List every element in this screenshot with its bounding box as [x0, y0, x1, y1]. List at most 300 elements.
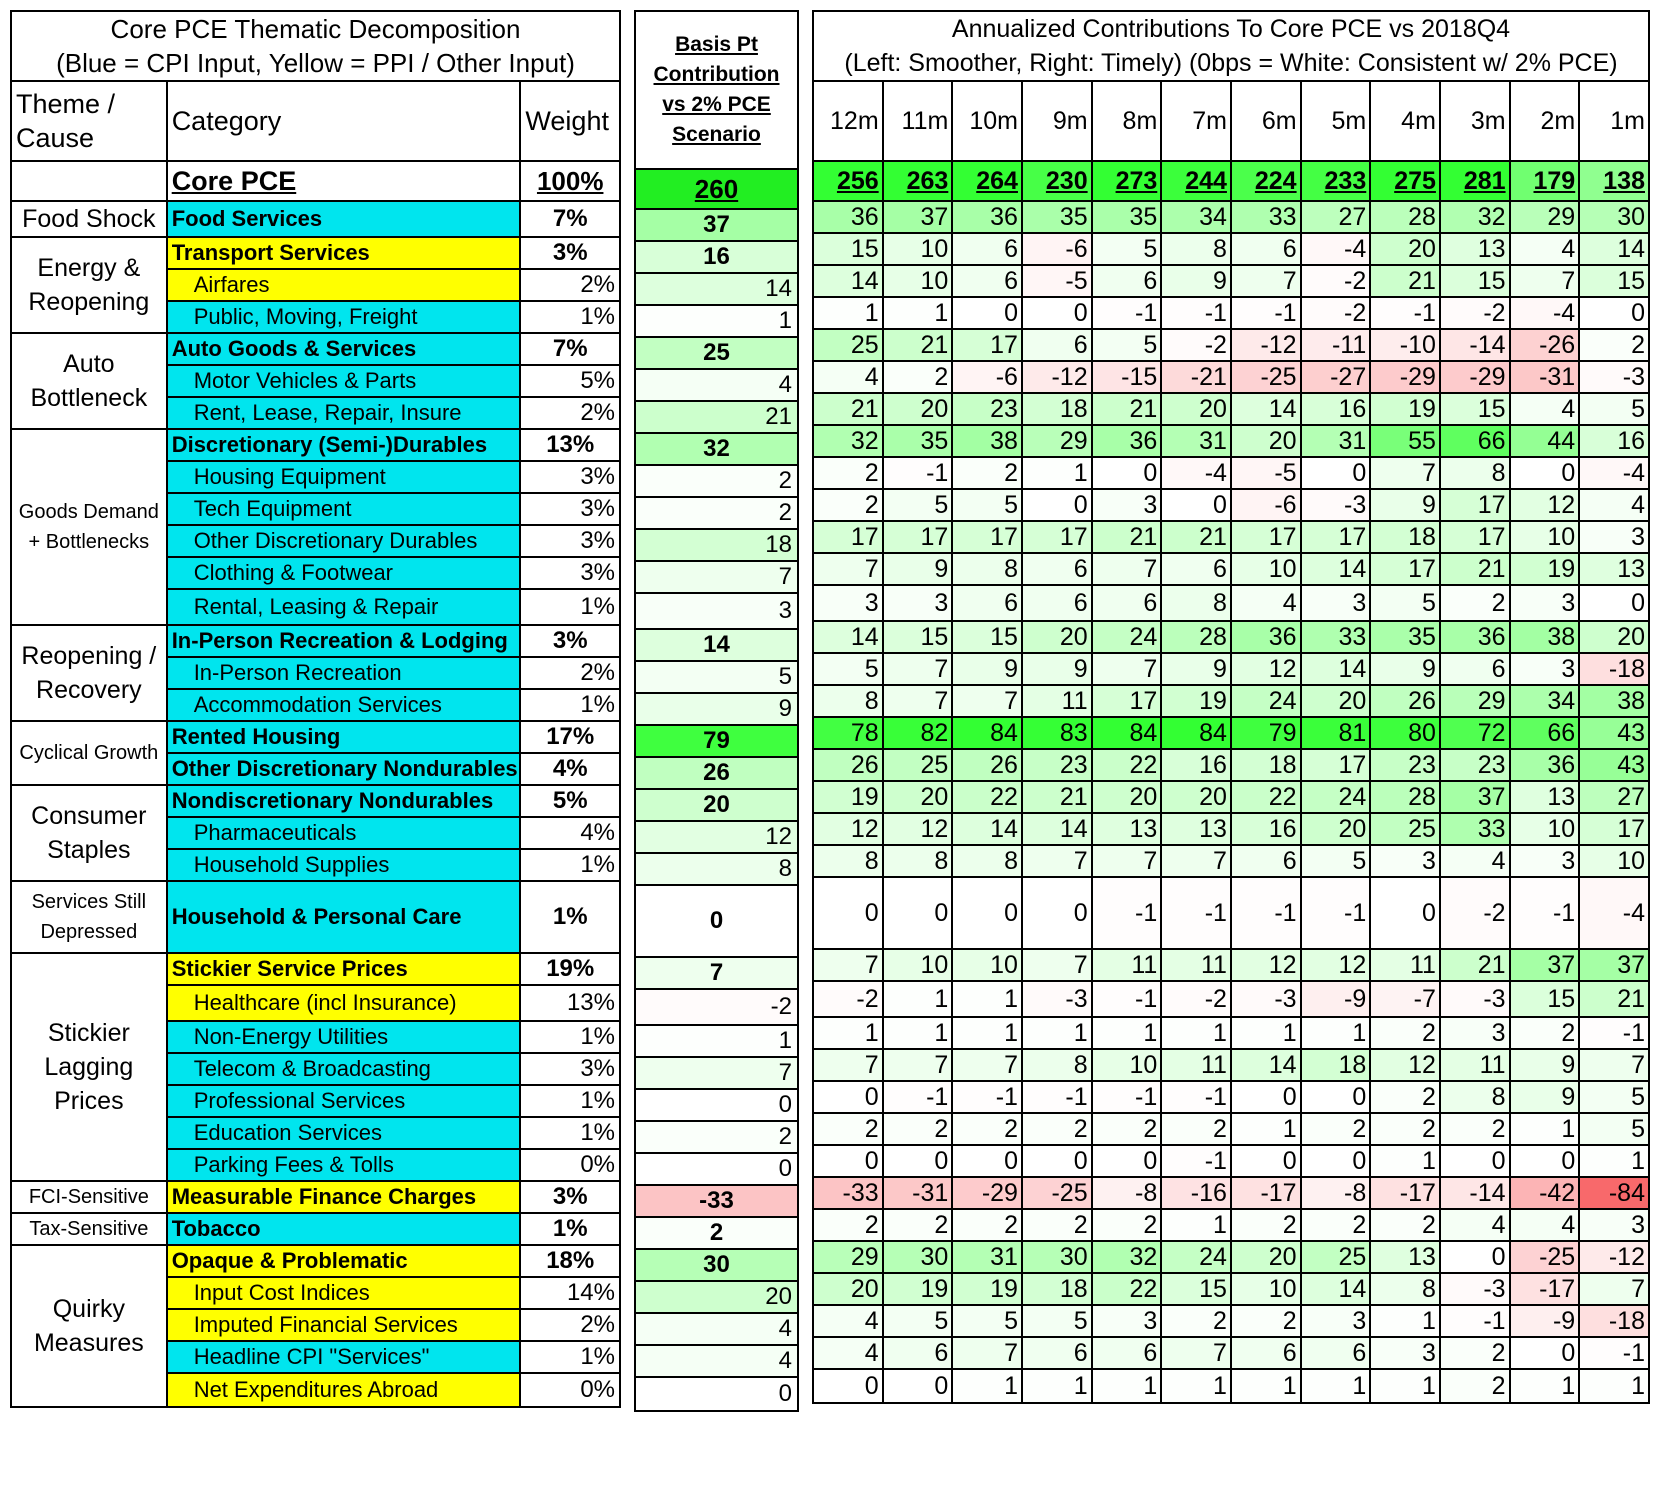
basis-point-value: 20	[635, 1281, 798, 1313]
contribution-cell: 8	[1370, 1273, 1440, 1305]
basis-point-row	[635, 1089, 798, 1121]
period-header: 8m	[1092, 81, 1162, 161]
contribution-cell: -10	[1370, 329, 1440, 361]
contribution-cell: 15	[1579, 265, 1649, 297]
contribution-cell: 1	[1301, 1369, 1371, 1403]
contribution-cell: 3	[1510, 585, 1580, 621]
contribution-cell: -6	[952, 361, 1022, 393]
contribution-cell: 263	[883, 161, 953, 201]
contribution-cell: 5	[952, 489, 1022, 521]
contribution-cell: 5	[1370, 585, 1440, 621]
contribution-cell: 1	[883, 1017, 953, 1049]
contribution-cell: 22	[1231, 781, 1301, 813]
contribution-cell: 2	[1579, 329, 1649, 361]
contribution-cell: 2	[1231, 1209, 1301, 1241]
contribution-cell: 1	[1510, 1113, 1580, 1145]
contribution-cell: 2	[1370, 1081, 1440, 1113]
contribution-cell: 26	[952, 749, 1022, 781]
contribution-cell: 1	[1370, 1145, 1440, 1177]
contribution-cell: 0	[1370, 877, 1440, 949]
contribution-cell: 0	[1022, 297, 1092, 329]
contribution-cell: -2	[1161, 329, 1231, 361]
weight-value: 7%	[520, 201, 620, 237]
contribution-cell: 6	[1231, 1337, 1301, 1369]
contribution-cell: 5	[813, 653, 883, 685]
contribution-row	[813, 161, 1649, 201]
contribution-cell: 138	[1579, 161, 1649, 201]
contribution-cell: 23	[1022, 749, 1092, 781]
contribution-cell: -12	[1231, 329, 1301, 361]
basis-point-row	[635, 957, 798, 989]
contribution-cell: 23	[1440, 749, 1510, 781]
contribution-cell: 38	[1579, 685, 1649, 717]
contribution-cell: 80	[1370, 717, 1440, 749]
contribution-cell: 11	[1022, 685, 1092, 717]
contribution-cell: 6	[1161, 553, 1231, 585]
category-label: Nondiscretionary Nondurables	[167, 785, 521, 817]
category-row	[11, 881, 620, 953]
contribution-cell: 0	[883, 1145, 953, 1177]
contribution-row	[813, 425, 1649, 457]
contribution-cell: 6	[952, 265, 1022, 297]
contribution-cell: 28	[1161, 621, 1231, 653]
contribution-cell: -6	[1231, 489, 1301, 521]
contribution-cell: 27	[1301, 201, 1371, 233]
contribution-cell: 2	[813, 457, 883, 489]
contribution-cell: 36	[952, 201, 1022, 233]
contribution-cell: 14	[1301, 1273, 1371, 1305]
contribution-cell: 21	[1092, 393, 1162, 425]
basis-point-value: 21	[635, 401, 798, 433]
weight-value: 3%	[520, 1053, 620, 1085]
contribution-cell: 2	[1092, 1113, 1162, 1145]
contribution-cell: 2	[1510, 1017, 1580, 1049]
period-header: 3m	[1440, 81, 1510, 161]
basis-point-value: 4	[635, 1345, 798, 1377]
contribution-cell: -4	[1579, 877, 1649, 949]
contribution-cell: 2	[813, 489, 883, 521]
theme-label: Reopening / Recovery	[11, 625, 167, 721]
contribution-row	[813, 361, 1649, 393]
contribution-cell: 3	[1370, 1337, 1440, 1369]
basis-point-row	[635, 369, 798, 401]
contribution-cell: 2	[952, 457, 1022, 489]
contribution-cell: 13	[1161, 813, 1231, 845]
contribution-cell: -1	[1161, 297, 1231, 329]
contribution-cell: 20	[1370, 233, 1440, 265]
basis-point-panel	[634, 10, 799, 1412]
contribution-cell: 21	[1579, 981, 1649, 1017]
category-row	[11, 1245, 620, 1277]
basis-point-row	[635, 629, 798, 661]
basis-point-row	[635, 821, 798, 853]
contribution-cell: 26	[813, 749, 883, 781]
contribution-cell: 7	[1370, 457, 1440, 489]
contribution-cell: 281	[1440, 161, 1510, 201]
contribution-cell: 7	[1161, 845, 1231, 877]
contribution-cell: 2	[1440, 585, 1510, 621]
contribution-cell: 1	[1161, 1017, 1231, 1049]
contribution-cell: 7	[883, 653, 953, 685]
contribution-cell: 2	[1301, 1209, 1371, 1241]
weight-value: 1%	[520, 1341, 620, 1373]
contribution-cell: 17	[883, 521, 953, 553]
contribution-cell: 6	[1022, 553, 1092, 585]
weight-value: 14%	[520, 1277, 620, 1309]
theme-label: FCI-Sensitive	[11, 1181, 167, 1213]
contribution-row	[813, 981, 1649, 1017]
contribution-cell: 17	[1231, 521, 1301, 553]
contribution-cell: 17	[813, 521, 883, 553]
contribution-cell: 233	[1301, 161, 1371, 201]
basis-point-value: 26	[635, 757, 798, 789]
category-row	[11, 625, 620, 657]
category-label: Other Discretionary Nondurables	[167, 753, 521, 785]
contribution-cell: 8	[1161, 233, 1231, 265]
contribution-cell: 1	[813, 297, 883, 329]
contribution-cell: 0	[1092, 457, 1162, 489]
contribution-cell: 2	[1440, 1337, 1510, 1369]
contribution-cell: 8	[1022, 1049, 1092, 1081]
contribution-cell: 4	[1510, 393, 1580, 425]
contribution-cell: -14	[1440, 329, 1510, 361]
contribution-cell: 14	[1301, 553, 1371, 585]
contribution-cell: 38	[1510, 621, 1580, 653]
weight-value: 3%	[520, 1181, 620, 1213]
contribution-cell: -15	[1092, 361, 1162, 393]
contribution-cell: 20	[1022, 621, 1092, 653]
contribution-cell: 7	[1022, 845, 1092, 877]
basis-point-header: Basis Pt Contribution vs 2% PCE Scenario	[635, 11, 798, 169]
category-label: Airfares	[167, 269, 521, 301]
basis-point-row	[635, 337, 798, 369]
contribution-cell: 20	[883, 781, 953, 813]
contribution-cell: 224	[1231, 161, 1301, 201]
contribution-cell: -31	[1510, 361, 1580, 393]
contribution-cell: 3	[883, 585, 953, 621]
basis-point-row	[635, 1185, 798, 1217]
contribution-cell: 24	[1231, 685, 1301, 717]
contribution-cell: 12	[1301, 949, 1371, 981]
basis-point-value: 79	[635, 725, 798, 757]
category-label: Input Cost Indices	[167, 1277, 521, 1309]
contribution-cell: -2	[1161, 981, 1231, 1017]
contribution-cell: -42	[1510, 1177, 1580, 1209]
basis-point-row	[635, 305, 798, 337]
category-row	[11, 785, 620, 817]
contribution-cell: 32	[813, 425, 883, 457]
contribution-cell: -18	[1579, 653, 1649, 685]
weight-value: 5%	[520, 365, 620, 397]
category-column-header: Category	[167, 81, 521, 161]
contribution-cell: 17	[1092, 685, 1162, 717]
contribution-cell: -1	[1579, 1337, 1649, 1369]
contribution-cell: -1	[883, 457, 953, 489]
contribution-cell: 4	[813, 1337, 883, 1369]
contribution-cell: 7	[813, 1049, 883, 1081]
basis-point-row	[635, 241, 798, 273]
contribution-cell: 17	[1440, 521, 1510, 553]
contribution-cell: 0	[1579, 297, 1649, 329]
contribution-cell: 12	[1510, 489, 1580, 521]
weight-value: 3%	[520, 461, 620, 493]
weight-value: 4%	[520, 817, 620, 849]
theme-label: Goods Demand + Bottlenecks	[11, 429, 167, 625]
weight-value: 100%	[520, 161, 620, 201]
category-row	[11, 721, 620, 753]
contribution-cell: 10	[1510, 521, 1580, 553]
contribution-cell: 0	[813, 1081, 883, 1113]
contribution-cell: 0	[1510, 1145, 1580, 1177]
contribution-cell: 84	[1092, 717, 1162, 749]
contribution-cell: 17	[1301, 749, 1371, 781]
category-row	[11, 161, 620, 201]
contribution-cell: 25	[883, 749, 953, 781]
contribution-cell: -1	[1510, 877, 1580, 949]
contribution-cell: 2	[813, 1209, 883, 1241]
weight-value: 1%	[520, 589, 620, 625]
contribution-cell: -29	[1370, 361, 1440, 393]
contribution-cell: 1	[1231, 1113, 1301, 1145]
category-label: In-Person Recreation & Lodging	[167, 625, 521, 657]
contribution-cell: 11	[1440, 1049, 1510, 1081]
contribution-cell: 36	[1231, 621, 1301, 653]
contribution-cell: 20	[1301, 813, 1371, 845]
contribution-cell: 3	[1092, 1305, 1162, 1337]
contribution-cell: 22	[1092, 1273, 1162, 1305]
contribution-cell: 17	[952, 329, 1022, 361]
contribution-cell: 1	[952, 981, 1022, 1017]
contribution-row	[813, 233, 1649, 265]
contribution-row	[813, 329, 1649, 361]
contribution-cell: 0	[883, 1369, 953, 1403]
theme-label	[11, 161, 167, 201]
contribution-cell: -1	[1092, 297, 1162, 329]
contribution-cell: 37	[883, 201, 953, 233]
contribution-cell: 2	[1440, 1113, 1510, 1145]
contribution-cell: 1	[883, 981, 953, 1017]
contribution-cell: 1	[1301, 1017, 1371, 1049]
contribution-cell: 6	[1231, 233, 1301, 265]
contribution-cell: 14	[952, 813, 1022, 845]
contribution-cell: 1	[952, 1017, 1022, 1049]
weight-value: 3%	[520, 625, 620, 657]
theme-label: Services Still Depressed	[11, 881, 167, 953]
contribution-cell: 1	[1579, 1145, 1649, 1177]
contribution-cell: 79	[1231, 717, 1301, 749]
weight-value: 3%	[520, 237, 620, 269]
basis-point-row	[635, 885, 798, 957]
category-label: Rented Housing	[167, 721, 521, 753]
contribution-cell: 10	[952, 949, 1022, 981]
contribution-cell: 0	[1301, 457, 1371, 489]
basis-point-row	[635, 1153, 798, 1185]
basis-point-row	[635, 693, 798, 725]
contribution-cell: -1	[1579, 1017, 1649, 1049]
contribution-cell: 2	[813, 1113, 883, 1145]
contribution-cell: -1	[1092, 877, 1162, 949]
category-label: Tobacco	[167, 1213, 521, 1245]
contribution-cell: 7	[1092, 553, 1162, 585]
period-header: 6m	[1231, 81, 1301, 161]
contribution-cell: 20	[883, 393, 953, 425]
contribution-cell: 10	[1092, 1049, 1162, 1081]
contribution-cell: 244	[1161, 161, 1231, 201]
contribution-cell: 84	[952, 717, 1022, 749]
contribution-cell: 15	[1510, 981, 1580, 1017]
category-row	[11, 429, 620, 461]
contribution-cell: 14	[1301, 653, 1371, 685]
contribution-cell: 14	[1579, 233, 1649, 265]
contribution-cell: 15	[1161, 1273, 1231, 1305]
contribution-cell: 29	[813, 1241, 883, 1273]
category-label: Other Discretionary Durables	[167, 525, 521, 557]
contribution-cell: 35	[1370, 621, 1440, 653]
contribution-cell: 9	[1161, 265, 1231, 297]
weight-value: 1%	[520, 1085, 620, 1117]
contribution-cell: 7	[1092, 845, 1162, 877]
period-header: 12m	[813, 81, 883, 161]
contribution-cell: -3	[1022, 981, 1092, 1017]
contribution-cell: 0	[1579, 585, 1649, 621]
contribution-cell: -31	[883, 1177, 953, 1209]
contribution-cell: -25	[1022, 1177, 1092, 1209]
basis-point-value: 0	[635, 1153, 798, 1185]
contribution-cell: 2	[1370, 1209, 1440, 1241]
contribution-cell: 15	[952, 621, 1022, 653]
contribution-cell: 3	[813, 585, 883, 621]
contribution-cell: 7	[1231, 265, 1301, 297]
contribution-cell: 31	[952, 1241, 1022, 1273]
basis-point-value: 1	[635, 305, 798, 337]
contribution-cell: 1	[1022, 457, 1092, 489]
contribution-cell: 21	[813, 393, 883, 425]
contribution-cell: 19	[813, 781, 883, 813]
contribution-row	[813, 1209, 1649, 1241]
contribution-cell: 3	[1440, 1017, 1510, 1049]
contribution-cell: 7	[1579, 1273, 1649, 1305]
contribution-row	[813, 717, 1649, 749]
weight-value: 1%	[520, 849, 620, 881]
contribution-cell: -1	[1092, 1081, 1162, 1113]
contribution-cell: 36	[813, 201, 883, 233]
category-label: Core PCE	[167, 161, 521, 201]
contribution-cell: 30	[1579, 201, 1649, 233]
contribution-cell: -1	[1022, 1081, 1092, 1113]
contribution-cell: 13	[1510, 781, 1580, 813]
contribution-cell: -29	[952, 1177, 1022, 1209]
contribution-cell: -16	[1161, 1177, 1231, 1209]
contribution-cell: 18	[1301, 1049, 1371, 1081]
contribution-cell: 7	[952, 1049, 1022, 1081]
contribution-cell: -9	[1301, 981, 1371, 1017]
basis-point-row	[635, 1057, 798, 1089]
basis-point-row	[635, 1121, 798, 1153]
contribution-cell: 14	[813, 265, 883, 297]
basis-point-row	[635, 433, 798, 465]
basis-point-row	[635, 1217, 798, 1249]
contribution-cell: 7	[1579, 1049, 1649, 1081]
contribution-cell: 78	[813, 717, 883, 749]
contribution-cell: 6	[1022, 1337, 1092, 1369]
contribution-cell: 21	[1440, 949, 1510, 981]
contribution-cell: 13	[1092, 813, 1162, 845]
weight-value: 2%	[520, 397, 620, 429]
contribution-cell: 16	[1161, 749, 1231, 781]
basis-point-row	[635, 725, 798, 757]
contribution-cell: -2	[1301, 265, 1371, 297]
contribution-cell: 2	[952, 1209, 1022, 1241]
contribution-row	[813, 653, 1649, 685]
contribution-cell: 10	[1231, 1273, 1301, 1305]
contribution-cell: 2	[883, 1113, 953, 1145]
contribution-cell: 12	[883, 813, 953, 845]
contribution-cell: 0	[1231, 1081, 1301, 1113]
contribution-row	[813, 1113, 1649, 1145]
basis-point-row	[635, 789, 798, 821]
basis-point-row	[635, 465, 798, 497]
category-label: Headline CPI "Services"	[167, 1341, 521, 1373]
contribution-cell: 9	[883, 553, 953, 585]
weight-value: 2%	[520, 657, 620, 689]
contribution-cell: 20	[1161, 393, 1231, 425]
contribution-cell: 2	[1231, 1305, 1301, 1337]
contribution-cell: 17	[1301, 521, 1371, 553]
contribution-cell: 19	[1370, 393, 1440, 425]
contribution-cell: -2	[1440, 297, 1510, 329]
contribution-cell: 8	[813, 685, 883, 717]
basis-point-row	[635, 561, 798, 593]
contribution-cell: 27	[1579, 781, 1649, 813]
contribution-cell: 20	[1161, 781, 1231, 813]
category-label: Opaque & Problematic	[167, 1245, 521, 1277]
contribution-cell: 5	[952, 1305, 1022, 1337]
contribution-cell: 11	[1370, 949, 1440, 981]
contribution-cell: 3	[1510, 653, 1580, 685]
contribution-cell: -3	[1579, 361, 1649, 393]
contribution-cell: 66	[1440, 425, 1510, 457]
contribution-cell: 37	[1579, 949, 1649, 981]
contribution-cell: 3	[1510, 845, 1580, 877]
basis-point-value: 30	[635, 1249, 798, 1281]
contribution-cell: 12	[1231, 949, 1301, 981]
contribution-cell: 33	[1231, 201, 1301, 233]
contribution-cell: 16	[1579, 425, 1649, 457]
contribution-cell: 1	[1231, 1017, 1301, 1049]
contribution-cell: 9	[1510, 1081, 1580, 1113]
contribution-cell: 84	[1161, 717, 1231, 749]
contribution-cell: 30	[1022, 1241, 1092, 1273]
basis-point-value: 2	[635, 465, 798, 497]
contribution-cell: 17	[1370, 553, 1440, 585]
contribution-cell: -17	[1370, 1177, 1440, 1209]
basis-point-value: -2	[635, 989, 798, 1025]
contribution-cell: -1	[1161, 1081, 1231, 1113]
category-row	[11, 1213, 620, 1245]
contribution-cell: 36	[1510, 749, 1580, 781]
contribution-row	[813, 521, 1649, 553]
basis-point-value: 3	[635, 593, 798, 629]
basis-point-value: 1	[635, 1025, 798, 1057]
contribution-cell: 273	[1092, 161, 1162, 201]
contribution-cell: 0	[883, 877, 953, 949]
contribution-row	[813, 457, 1649, 489]
category-label: Discretionary (Semi-)Durables	[167, 429, 521, 461]
category-label: Rent, Lease, Repair, Insure	[167, 397, 521, 429]
contribution-cell: 66	[1510, 717, 1580, 749]
contribution-cell: 2	[883, 1209, 953, 1241]
contribution-cell: 13	[1579, 553, 1649, 585]
